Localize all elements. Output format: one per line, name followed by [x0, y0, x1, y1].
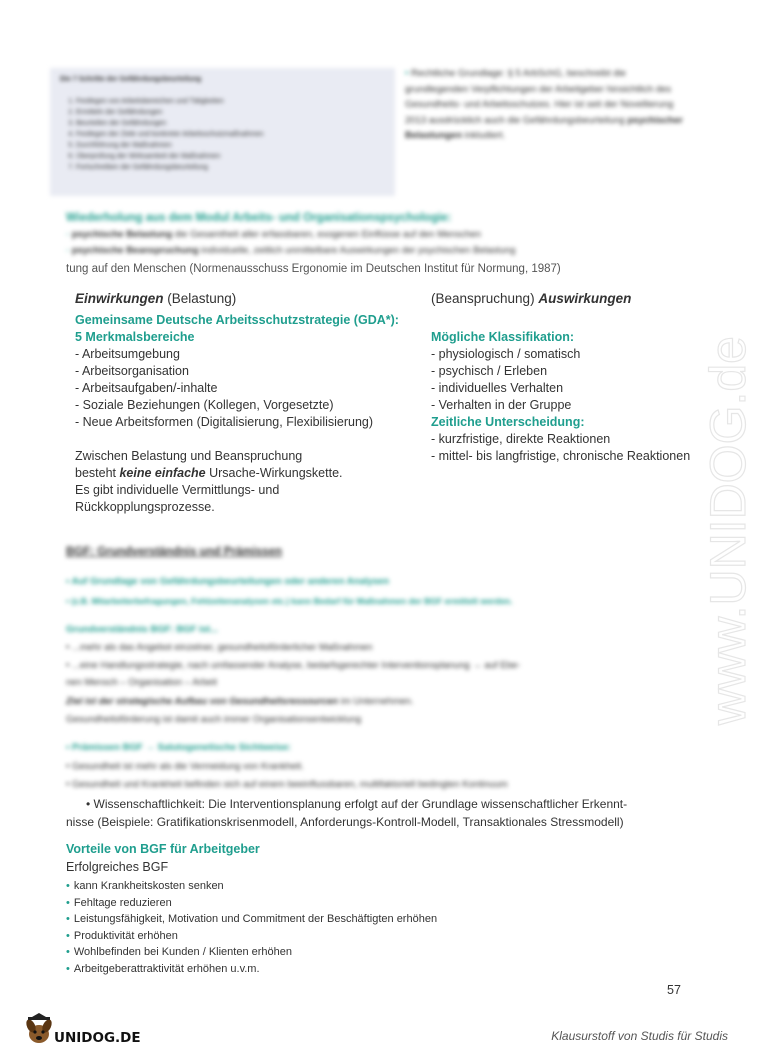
list-item: - Soziale Beziehungen (Kollegen, Vorgesetzte): [75, 398, 334, 412]
column-heading: (Beanspruchung) Auswirkungen: [431, 291, 632, 306]
list-item: - kurzfristige, direkte Reaktionen: [431, 432, 611, 446]
definition: individuelle, zeitlich unmittelbare Auswirkungen der psychischen Belastung: [198, 245, 516, 256]
list-item: - individuelles Verhalten: [431, 381, 564, 395]
list-item: - mittel- bis langfristige, chronische Reaktionen: [431, 449, 691, 463]
vorteile-subtitle: Erfolgreiches BGF: [66, 860, 169, 874]
list-item: - Arbeitsaufgaben/-inhalte: [75, 381, 218, 395]
definition-belastung: - psychische Belastung die Gesamtheit aller erfassbaren, exogenen Einflüsse auf den Menschen: [66, 229, 482, 240]
list-item: • kann Krankheitskosten senken: [66, 878, 437, 895]
bgf-line: • Gesundheit ist mehr als die Vermeidung von Krankheit.: [66, 761, 304, 772]
watermark: [650, 336, 770, 730]
list-item: • Leistungsfähigkeit, Motivation und Commitment der Beschäftigten erhöhen: [66, 911, 437, 928]
paragraph-line: Rückkopplungsprozesse.: [75, 500, 215, 514]
paragraph-line: nisse (Beispiele: Gratifikationskrisenmodell, Anforderungs-Kontroll-Modell, Transaktionales Stressmodell): [66, 814, 624, 829]
term: psychische Belastung: [71, 229, 173, 240]
gda-subtitle: Gemeinsame Deutsche Arbeitsschutzstrategie (GDA*): 5 Merkmalsbereiche: [75, 313, 399, 344]
paragraph-line: • Wissenschaftlichkeit: Die Interventionsplanung erfolgt auf der Grundlage wissenschaftlicher Erkennt-: [86, 797, 628, 811]
list-item: 7. Fortschreiben der Gefährdungsbeurteilung: [76, 162, 264, 173]
dog-icon: [24, 1013, 53, 1043]
list-item: • Fehltage reduzieren: [66, 895, 437, 912]
list-item: - physiologisch / somatisch: [431, 347, 581, 361]
section-title-vorteile: Vorteile von BGF für Arbeitgeber: [66, 842, 260, 856]
list-item: • Produktivität erhöhen: [66, 928, 437, 945]
legal-text-bold: psychischer Belastungen: [405, 114, 683, 141]
bgf-line: Ziel ist der strategische Aufbau von Gesundheitsressourcen im Unternehmen.: [66, 696, 414, 707]
legal-basis-text: [405, 66, 685, 144]
list-item: 6. Überprüfung der Wirksamkeit der Maßnahmen: [76, 151, 264, 162]
list-item: - Verhalten in der Gruppe: [431, 398, 572, 412]
bgf-line: • ...eine Handlungsstrategie, nach umfassender Analyse, bedarfsgerechter Interventionsplanung → auf Ebe-: [66, 660, 521, 671]
list-item: - Arbeitsorganisation: [75, 364, 189, 378]
definition-beanspruchung: - psychische Beanspruchung individuelle, zeitlich unmittelbare Auswirkungen der psychischen Belastung: [66, 245, 516, 256]
list-item: 1. Festlegen von Arbeitsbereichen und Tätigkeiten: [76, 96, 264, 107]
bgf-line: • Prämissen BGF → Salutogenetische Sichtweise:: [66, 742, 292, 753]
list-item: • Wohlbefinden bei Kunden / Klienten erhöhen: [66, 944, 437, 961]
list-item: 5. Durchführung der Maßnahmen: [76, 140, 264, 151]
term: psychische Beanspruchung: [71, 245, 199, 256]
list-item: - psychisch / Erleben: [431, 364, 548, 378]
bgf-line: • Gesundheit und Krankheit befinden sich auf einem beeinflussbaren, multifaktoriell bedingten Kontinuum: [66, 779, 508, 790]
bgf-line: • (z.B. Mitarbeiterbefragungen, Fehlzeitenanalysen etc.) kann Bedarf für Maßnahmen der BGF ermittelt werden.: [66, 596, 513, 606]
section-title-bgf: BGF: Grundverständnis und Prämissen: [66, 546, 282, 558]
bgf-line: • ...mehr als das Angebot einzelner, gesundheitsförderlicher Maßnahmen: [66, 642, 373, 653]
temporal-subtitle: Zeitliche Unterscheidung:: [431, 415, 585, 429]
list-item: - Neue Arbeitsformen (Digitalisierung, Flexibilisierung): [75, 415, 374, 429]
legal-text-b: inkludiert.: [462, 130, 506, 141]
bullet-icon: •: [405, 68, 411, 79]
footer-slogan: Klausurstoff von Studis für Studis: [551, 1029, 728, 1043]
paragraph-line: besteht keine einfache Ursache-Wirkungskette.: [75, 466, 343, 480]
steps-list: [58, 96, 264, 173]
definition: die Gesamtheit aller erfassbaren, exogenen Einflüsse auf den Menschen: [172, 229, 482, 240]
legal-text-a: Rechtliche Grundlage: § 5 ArbSchG, beschreibt die grundlegenden Verpflichtungen der Arbeitgeber hinsichtlich des Gesundheits- und Arbeitsschutzes. Hier ist seit der Novellierung 2013 ausdrücklich auch die Gefährdungsbeurteilung: [405, 68, 674, 126]
bgf-line: Gesundheitsförderung ist damit auch immer Organisationsentwicklung: [66, 714, 362, 725]
section-title-wiederholung: Wiederholung aus dem Modul Arbeits- und Organisationspsychologie:: [66, 212, 452, 224]
bgf-line: • Auf Grundlage von Gefährdungsbeurteilungen oder anderen Analysen: [66, 576, 390, 587]
vorteile-list: [66, 878, 437, 977]
column-heading: Einwirkungen (Belastung): [75, 291, 237, 306]
bgf-line: Grundverständnis BGF: BGF ist...: [66, 624, 219, 635]
list-item: - Arbeitsumgebung: [75, 347, 180, 361]
column-einwirkungen: [75, 290, 405, 516]
list-item: 4. Festlegen der Ziele und konkreter Arbeitsschutzmaßnahmen: [76, 129, 264, 140]
logo-text: UNIDOG.DE: [54, 1030, 141, 1046]
steps-box-title: Die 7 Schritte der Gefährdungsbeurteilung: [60, 76, 202, 83]
page-number: 57: [667, 983, 681, 997]
list-item: 3. Beurteilen der Gefährdungen: [76, 118, 264, 129]
watermark-text: www.UNIDOG.de: [700, 336, 756, 725]
steps-box: [50, 68, 395, 196]
science-paragraph: [66, 796, 686, 831]
list-item: 2. Ermitteln der Gefährdungen: [76, 107, 264, 118]
unidog-logo: [22, 1013, 152, 1049]
classification-subtitle: Mögliche Klassifikation:: [431, 330, 575, 344]
paragraph-line: Zwischen Belastung und Beanspruchung: [75, 449, 303, 463]
list-item: • Arbeitgeberattraktivität erhöhen u.v.m.: [66, 961, 437, 978]
paragraph-line: Es gibt individuelle Vermittlungs- und: [75, 483, 280, 497]
source-line: tung auf den Menschen (Normenausschuss Ergonomie im Deutschen Institut für Normung, 1987): [66, 263, 561, 275]
bgf-line: nen Mensch – Organisation – Arbeit: [66, 677, 218, 688]
